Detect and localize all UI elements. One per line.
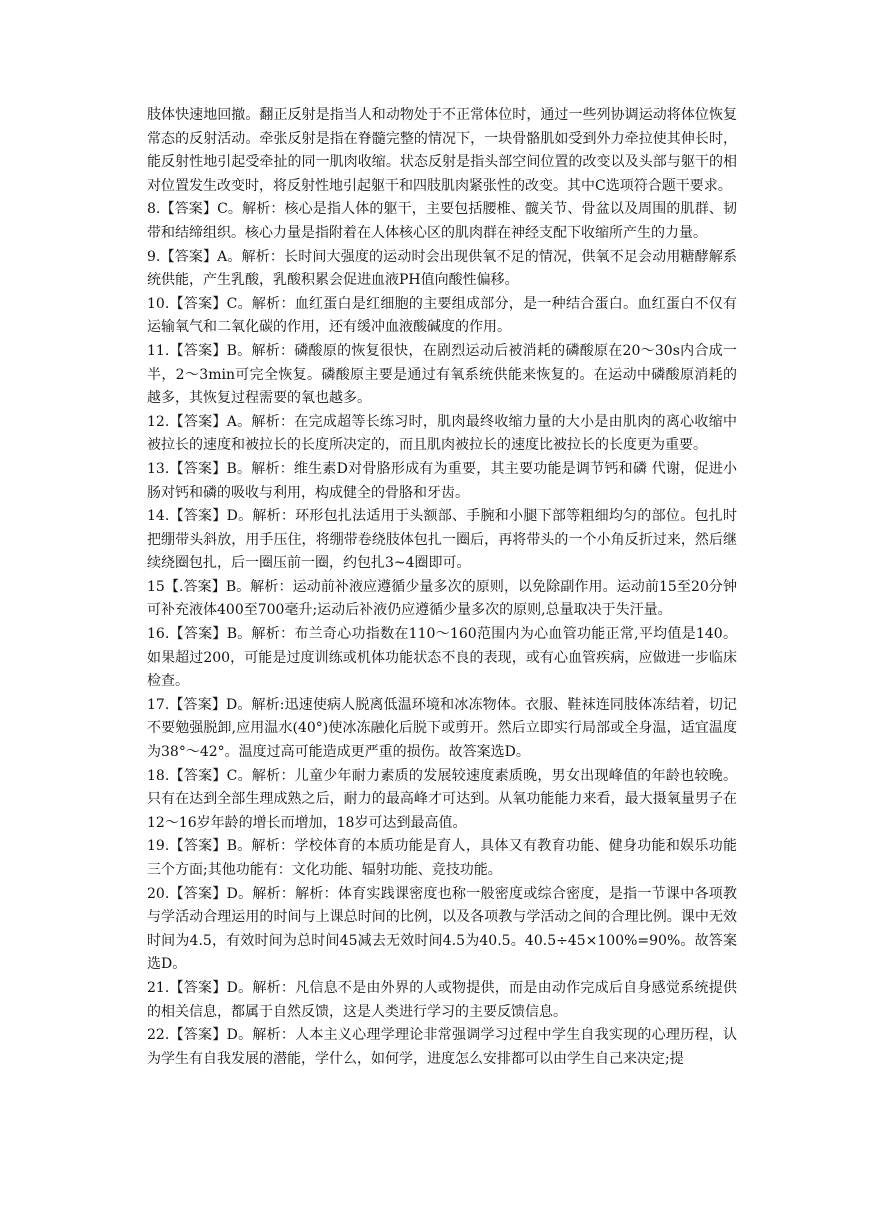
answer-14: 14.【答案】D。解析：环形包扎法适用于头额部、手腕和小腿下部等粗细均匀的部位。包扎时把绷带头斜放，用手压住，将绷带卷绕肢体包扎一圈后，再将带头的一个小角反折过来，然后继续绕圈包扎，后一圈压前一圈，约包扎3~4圈即可。 bbox=[147, 508, 737, 572]
answer-20: 20.【答案】D。解析：解析：体育实践课密度也称一般密度或综合密度，是指一节课中各项教与学活动合理运用的时间与上课总时间的比例，以及各项教与学活动之间的合理比例。课中无效时间为4.5，有效时间为总时间45减去无效时间4.5为40.5。40.5÷45×100%=90%。故答案选D。 bbox=[147, 885, 737, 973]
answer-8: 8.【答案】C。解析：核心是指人体的躯干，主要包括腰椎、髋关节、骨盆以及周围的肌群、韧带和结缔组织。核心力量是指附着在人体核心区的肌肉群在神经支配下收缩所产生的力量。 bbox=[147, 201, 737, 241]
document-body bbox=[147, 104, 737, 1071]
answer-19: 19.【答案】B。解析：学校体育的本质功能是育人，具体又有教育功能、健身功能和娱乐功能三个方面;其他功能有：文化功能、辐射功能、竞技功能。 bbox=[147, 838, 737, 878]
answer-10: 10.【答案】C。解析：血红蛋白是红细胞的主要组成部分，是一种结合蛋白。血红蛋白不仅有运输氧气和二氧化碳的作用，还有缓冲血液酸碱度的作用。 bbox=[147, 295, 737, 336]
paragraph-continuation: 肢体快速地回撤。翻正反射是指当人和动物处于不正常体位时，通过一些列协调运动将体位恢复常态的反射活动。牵张反射是指在脊髓完整的情况下，一块骨骼肌如受到外力牵拉使其伸长时，能反射性地引起受牵扯的同一肌肉收缩。状态反射是指头部空间位置的改变以及头部与躯干的相对位置发生改变时，将反射性地引起躯干和四肢肌肉紧张性的改变。其中C选项符合题干要求。 bbox=[147, 107, 737, 194]
answer-11: 11.【答案】B。解析：磷酸原的恢复很快，在剧烈运动后被消耗的磷酸原在20～30s内合成一半，2～3min可完全恢复。磷酸原主要是通过有氧系统供能来恢复的。在运动中磷酸原消耗的越多，其恢复过程需要的氧也越多。 bbox=[147, 342, 737, 407]
answer-15: 15【.答案】B。解析：运动前补液应遵循少量多次的原则，以免除副作用。运动前15至20分钟可补充液体400至700毫升;运动后补液仍应遵循少量多次的原则,总量取决于失汗量。 bbox=[147, 578, 737, 619]
answer-16: 16.【答案】B。解析：布兰奇心功指数在110～160范围内为心血管功能正常,平均值是140。如果超过200，可能是过度训练或机体功能状态不良的表现，或有心血管疾病，应做进一步临床检查。 bbox=[147, 626, 737, 690]
answer-9: 9.【答案】A。解析：长时间大强度的运动时会出现供氧不足的情况，供氧不足会动用糖酵解系统供能，产生乳酸，乳酸积累会促进血液PH值向酸性偏移。 bbox=[147, 248, 737, 289]
answer-21: 21.【答案】D。解析：凡信息不是由外界的人或物提供，而是由动作完成后自身感觉系统提供的相关信息，都属于自然反馈，这是人类进行学习的主要反馈信息。 bbox=[147, 979, 737, 1020]
answer-22: 22.【答案】D。解析：人本主义心理学理论非常强调学习过程中学生自我实现的心理历程，认为学生有自我发展的潜能，学什么，如何学，进度怎么安排都可以由学生自己来决定;提 bbox=[147, 1027, 737, 1067]
answer-18: 18.【答案】C。解析：儿童少年耐力素质的发展较速度素质晚，男女出现峰值的年龄也较晚。只有在达到全部生理成熟之后，耐力的最高峰才可达到。从氧功能能力来看，最大摄氧量男子在12～16岁年龄的增长而增加，18岁可达到最高值。 bbox=[147, 767, 737, 831]
answer-12: 12.【答案】A。解析：在完成超等长练习时，肌肉最终收缩力量的大小是由肌肉的离心收缩中被拉长的速度和被拉长的长度所决定的，而且肌肉被拉长的速度比被拉长的长度更为重要。 bbox=[147, 413, 737, 454]
answer-13: 13.【答案】B。解析：维生素D对骨胳形成有为重要，其主要功能是调节钙和磷 代谢，促进小肠对钙和磷的吸收与利用，构成健全的骨胳和牙齿。 bbox=[147, 460, 737, 501]
answer-17: 17.【答案】D。解析:迅速使病人脱离低温环境和冰冻物体。衣服、鞋袜连同肢体冻结着，切记不要勉强脱卸,应用温水(40°)使冰冻融化后脱下或剪开。然后立即实行局部或全身温，适宜温度为38°～42°。温度过高可能造成更严重的损伤。故答案选D。 bbox=[147, 696, 737, 761]
